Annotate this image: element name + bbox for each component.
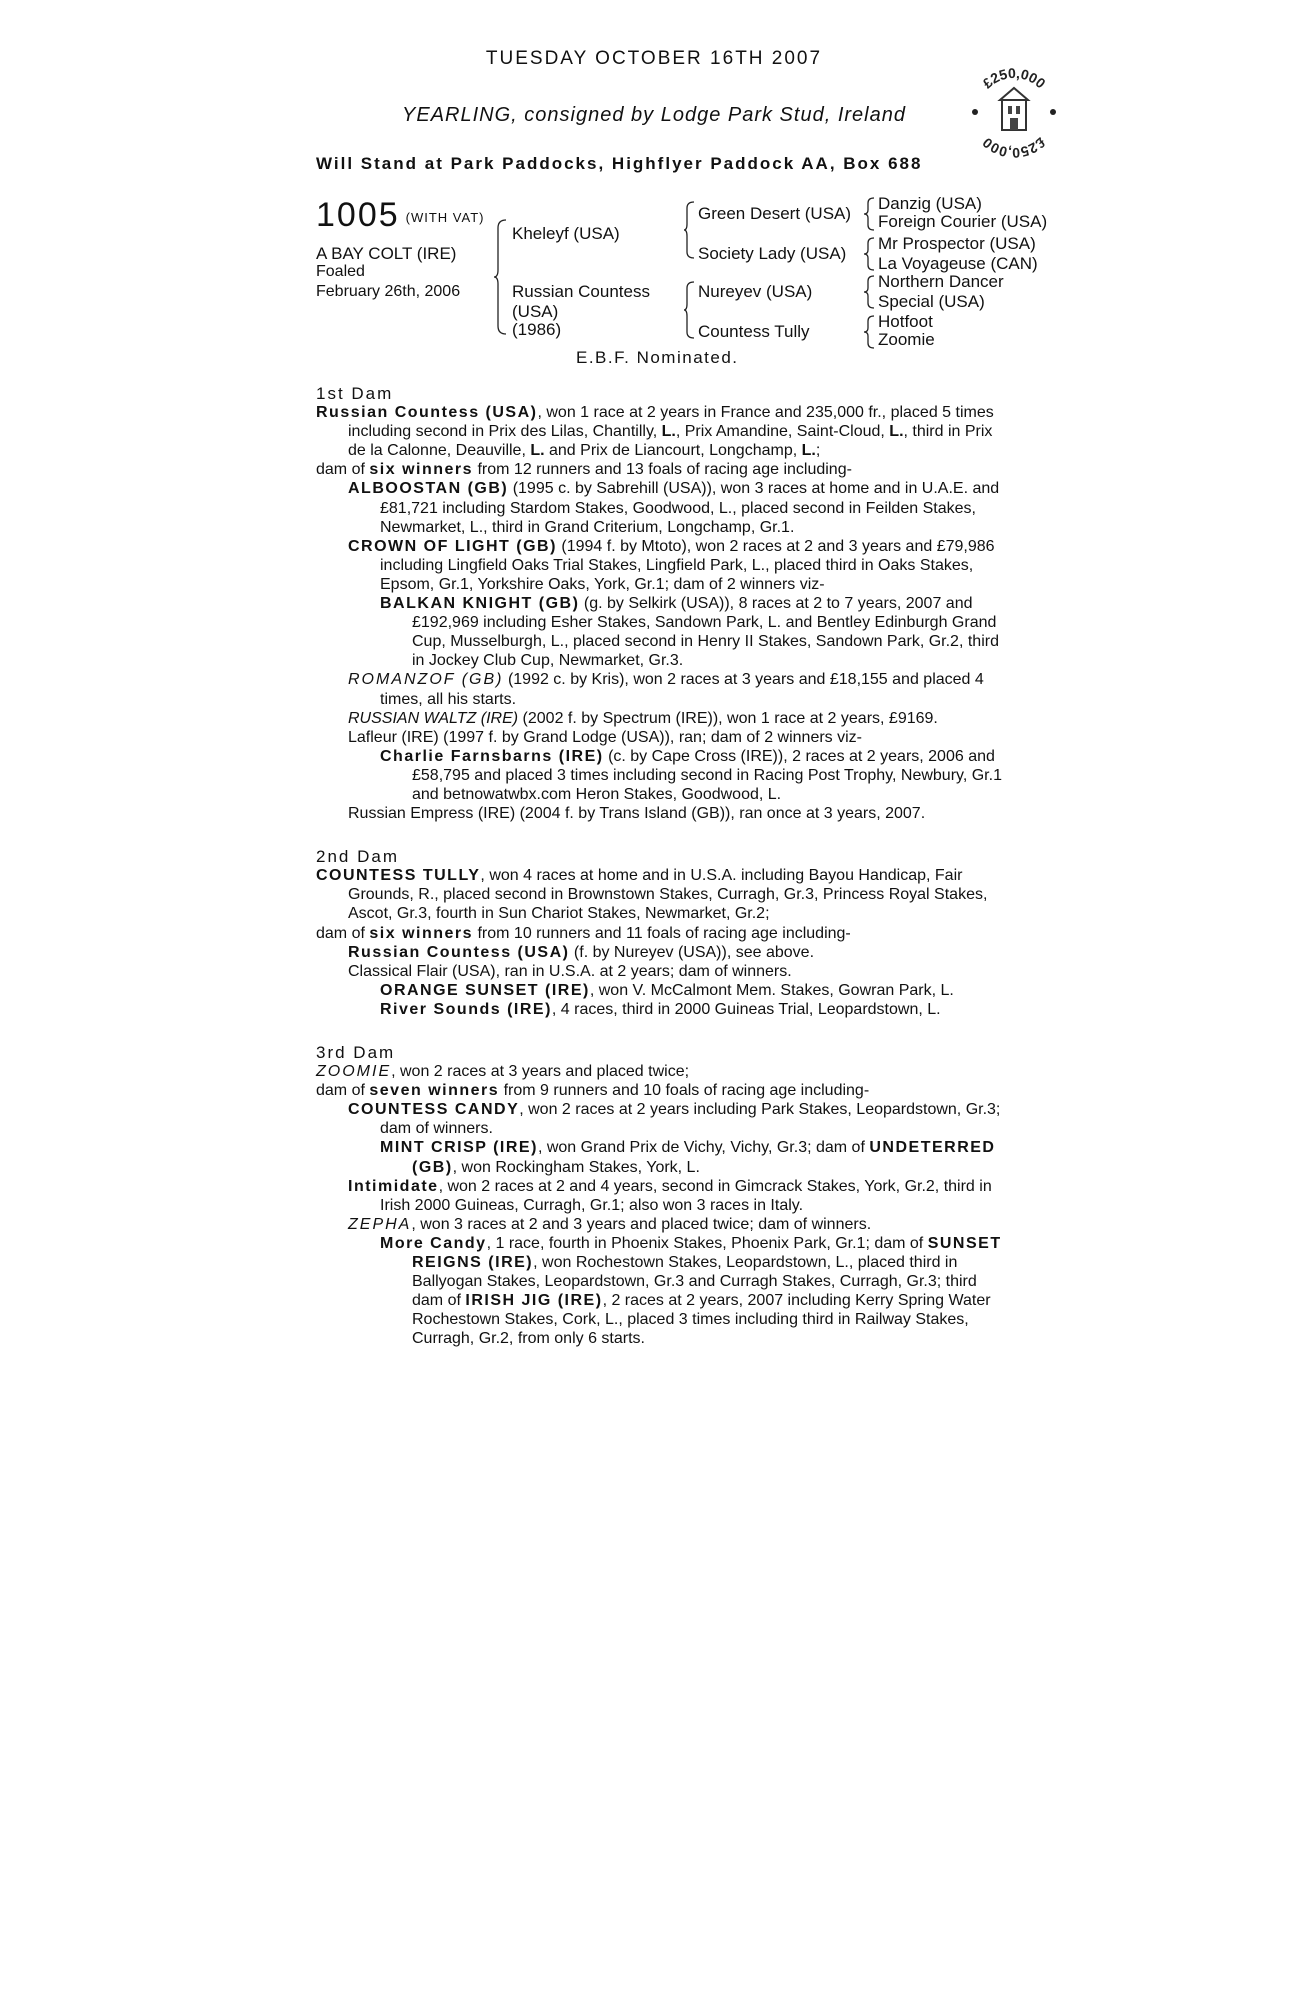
- produce-romanzof: ROMANZOF (GB) (1992 c. by Kris), won 2 races at 3 years and £18,155 and placed 4 times, all his starts.: [348, 671, 984, 708]
- gen3-7: Hotfoot: [878, 312, 933, 331]
- gen3-2: Foreign Courier (USA): [878, 212, 1048, 231]
- second-dam-heading: 2nd Dam: [316, 847, 399, 867]
- sire: Kheleyf (USA): [512, 224, 620, 243]
- vat-label: (WITH VAT): [405, 209, 485, 225]
- lot-description: A BAY COLT (IRE): [316, 244, 457, 263]
- first-dam-heading: 1st Dam: [316, 384, 394, 403]
- produce-crown-of-light: CROWN OF LIGHT (GB) (1994 f. by Mtoto), won 2 races at 2 and 3 years and £79,986 including Lingfield Oaks Trial Stakes, Lingfield Park, L., placed third in Oaks Stakes, Epsom, Gr.1, Yorkshire Oaks, York, Gr.1; dam of 2 winners viz-: [348, 537, 995, 593]
- pedigree-brace-g3d: [864, 314, 876, 350]
- produce-countess-candy: COUNTESS CANDY, won 2 races at 2 years including Park Stakes, Leopardstown, Gr.3; dam of winners.: [348, 1101, 1001, 1138]
- produce-russian-waltz: RUSSIAN WALTZ (IRE) (2002 f. by Spectrum (IRE)), won 1 race at 2 years, £9169.: [348, 709, 938, 727]
- stamp-text-bottom: £250,000: [979, 134, 1049, 162]
- pedigree-brace-dam: [684, 280, 696, 340]
- pedigree-brace-g3c: [864, 274, 876, 310]
- produce-river-sounds: River Sounds (IRE), 4 races, third in 2000 Guineas Trial, Leopardstown, L.: [380, 1000, 941, 1018]
- produce-record: [316, 384, 1006, 1349]
- lot-number: [316, 196, 484, 235]
- dam-line3: (1986): [512, 320, 562, 339]
- price-stamp-icon: [964, 62, 1064, 162]
- gen2-sire-sire: Green Desert (USA): [698, 204, 852, 223]
- produce-balkan-knight: BALKAN KNIGHT (GB) (g. by Selkirk (USA)), 8 races at 2 to 7 years, 2007 and £192,969 including Esher Stakes, Sandown Park, L. and Bentley Edinburgh Grand Cup, Musselburgh, L., placed second in Henry II Stakes, Sandown Park, Gr.2, third in Jockey Club Cup, Newmarket, Gr.3.: [380, 595, 999, 670]
- second-dam-produce-intro: dam of six winners from 10 runners and 11 foals of racing age including-: [316, 924, 851, 942]
- produce-russian-countess: Russian Countess (USA) (f. by Nureyev (USA)), see above.: [348, 943, 815, 961]
- gen3-4: La Voyageuse (CAN): [878, 254, 1038, 273]
- third-dam-heading: 3rd Dam: [316, 1043, 396, 1062]
- produce-classical-flair: Classical Flair (USA), ran in U.S.A. at 2 years; dam of winners.: [348, 962, 792, 980]
- produce-more-candy: More Candy, 1 race, fourth in Phoenix Stakes, Phoenix Park, Gr.1; dam of SUNSET REIGNS (IRE), won Rochestown Stakes, Leopardstown, L., placed third in Ballyogan Stakes, Leopardstown, Gr.3 and Curragh Stakes, Curragh, Gr.3; third dam of IRISH JIG (IRE), 2 races at 2 years, 2007 including Kerry Spring Water Rochestown Stakes, Cork, L., placed 3 times including third in Railway Stakes, Curragh, Gr.2, from only 6 starts.: [380, 1234, 1002, 1348]
- dam-line2: (USA): [512, 302, 559, 321]
- produce-charlie-farnsbarns: Charlie Farnsbarns (IRE) (c. by Cape Cross (IRE)), 2 races at 2 years, 2006 and £58,795 and placed 3 times including second in Racing Post Trophy, Newbury, Gr.1 and betnowatwbx.com Heron Stakes, Goodwood, L.: [380, 747, 1002, 803]
- stamp-text-top: £250,000: [979, 64, 1049, 92]
- pedigree-brace-sire: [684, 200, 696, 260]
- consignment-line: YEARLING, consigned by Lodge Park Stud, Ireland: [402, 104, 906, 126]
- third-dam-summary: ZOOMIE, won 2 races at 3 years and placed twice;: [316, 1063, 690, 1081]
- first-dam-summary: Russian Countess (USA), won 1 race at 2 years in France and 235,000 fr., placed 5 times including second in Prix des Lilas, Chantilly, L., Prix Amandine, Saint-Cloud, L., third in Prix de la Calonne, Deauville, L. and Prix de Liancourt, Longchamp, L.;: [316, 404, 994, 460]
- foaled-date: February 26th, 2006: [316, 283, 461, 300]
- pedigree-brace-g3b: [864, 236, 876, 272]
- third-dam-produce-intro: dam of seven winners from 9 runners and 10 foals of racing age including-: [316, 1082, 870, 1100]
- pedigree-brace-gen1: [494, 218, 508, 336]
- pedigree-brace-g3a: [864, 196, 876, 232]
- produce-russian-empress: Russian Empress (IRE) (2004 f. by Trans Island (GB)), ran once at 3 years, 2007.: [348, 805, 926, 823]
- gen2-dam-dam: Countess Tully: [698, 322, 810, 341]
- stand-location: Will Stand at Park Paddocks, Highflyer Paddock AA, Box 688: [316, 154, 923, 173]
- gen3-8: Zoomie: [878, 330, 935, 349]
- gen3-6: Special (USA): [878, 292, 985, 311]
- gen2-sire-dam: Society Lady (USA): [698, 244, 847, 263]
- first-dam-produce-intro: dam of six winners from 12 runners and 13 foals of racing age including-: [316, 461, 852, 479]
- lot-number-value: 1005: [316, 196, 400, 234]
- foaled-label: Foaled: [316, 263, 365, 280]
- dam-line1: Russian Countess: [512, 282, 650, 301]
- produce-orange-sunset: ORANGE SUNSET (IRE), won V. McCalmont Mem. Stakes, Gowran Park, L.: [380, 981, 954, 999]
- produce-lafleur: Lafleur (IRE) (1997 f. by Grand Lodge (USA)), ran; dam of 2 winners viz-: [348, 728, 862, 746]
- sale-date: TUESDAY OCTOBER 16TH 2007: [485, 48, 823, 69]
- produce-intimidate: Intimidate, won 2 races at 2 and 4 years, second in Gimcrack Stakes, York, Gr.2, third in Irish 2000 Guineas, Curragh, Gr.1; also won 3 races in Italy.: [348, 1177, 992, 1214]
- ebf-nomination: E.B.F. Nominated.: [576, 348, 739, 367]
- gen2-dam-sire: Nureyev (USA): [698, 282, 813, 301]
- second-dam-summary: COUNTESS TULLY, won 4 races at home and in U.S.A. including Bayou Handicap, Fair Grounds, R., placed second in Brownstown Stakes, Curragh, Gr.3, Princess Royal Stakes, Ascot, Gr.3, fourth in Sun Chariot Stakes, Newmarket, Gr.2;: [316, 867, 988, 923]
- gen3-1: Danzig (USA): [878, 194, 982, 213]
- produce-mint-crisp: MINT CRISP (IRE), won Grand Prix de Vichy, Vichy, Gr.3; dam of UNDETERRED (GB), won Rockingham Stakes, York, L.: [380, 1139, 996, 1176]
- gen3-5: Northern Dancer: [878, 272, 1004, 291]
- gen3-3: Mr Prospector (USA): [878, 234, 1036, 253]
- produce-alboostan: ALBOOSTAN (GB) (1995 c. by Sabrehill (USA)), won 3 races at home and in U.A.E. and £81,721 including Stardom Stakes, Goodwood, L., placed second in Feilden Stakes, Newmarket, L., third in Grand Criterium, Longchamp, Gr.1.: [348, 480, 1000, 536]
- produce-zepha: ZEPHA, won 3 races at 2 and 3 years and placed twice; dam of winners.: [348, 1215, 872, 1233]
